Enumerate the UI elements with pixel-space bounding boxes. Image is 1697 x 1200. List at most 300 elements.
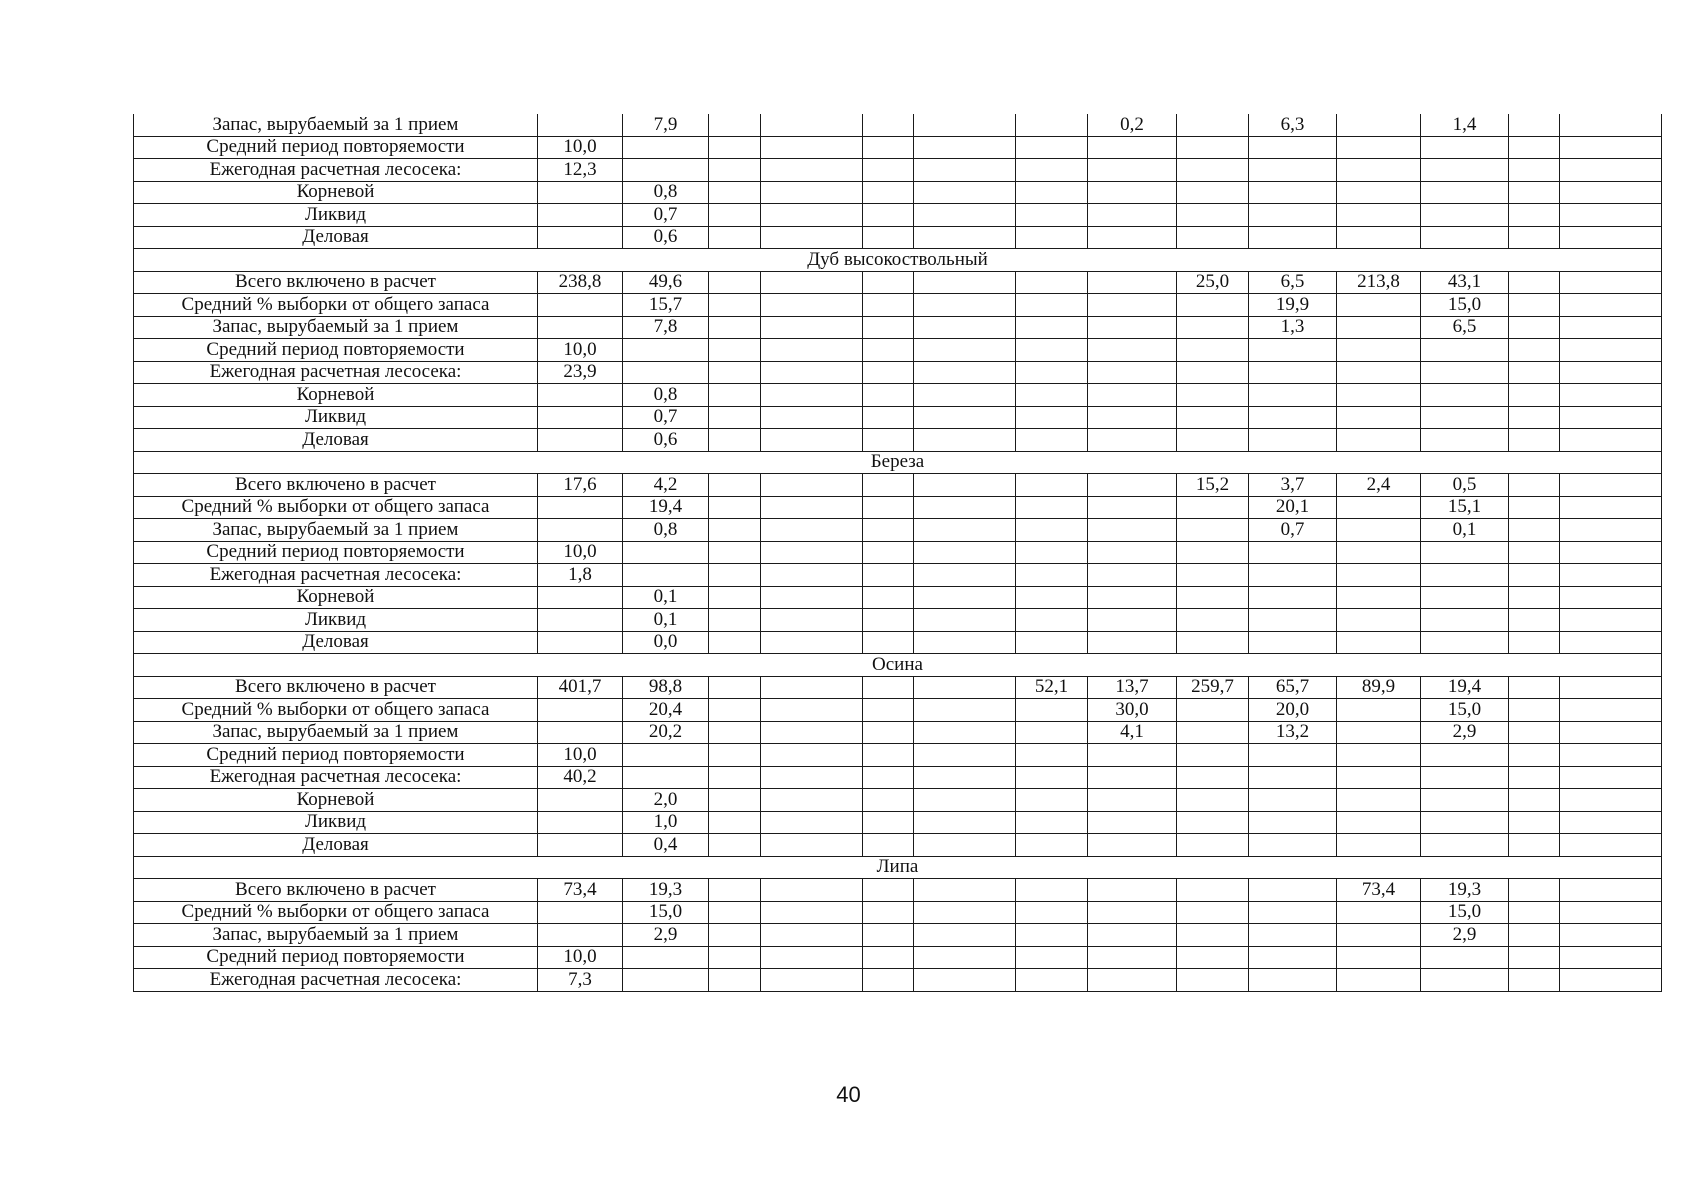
table-cell xyxy=(623,564,709,587)
table-cell xyxy=(1016,136,1088,159)
table-cell xyxy=(1421,204,1509,227)
table-cell xyxy=(1421,609,1509,632)
table-cell xyxy=(863,136,914,159)
table-row xyxy=(134,609,1662,632)
table-row xyxy=(134,744,1662,767)
table-row xyxy=(134,181,1662,204)
table-cell: 13,7 xyxy=(1088,676,1177,699)
table-cell xyxy=(538,204,623,227)
table-cell xyxy=(1337,609,1421,632)
table-cell: 2,9 xyxy=(1421,924,1509,947)
table-cell xyxy=(914,204,1016,227)
table-cell xyxy=(623,744,709,767)
table-cell xyxy=(1509,384,1560,407)
table-cell xyxy=(1177,384,1249,407)
table-cell xyxy=(863,519,914,542)
table-cell: 43,1 xyxy=(1421,271,1509,294)
table-cell: 0,8 xyxy=(623,181,709,204)
table-cell xyxy=(1509,609,1560,632)
table-cell xyxy=(914,924,1016,947)
table-cell xyxy=(914,631,1016,654)
table-cell xyxy=(761,969,863,992)
table-cell xyxy=(709,114,761,136)
table-cell xyxy=(709,159,761,182)
table-cell xyxy=(1088,631,1177,654)
table-cell xyxy=(1177,699,1249,722)
table-cell xyxy=(863,924,914,947)
table-cell xyxy=(1177,294,1249,317)
table-cell xyxy=(914,136,1016,159)
table-cell xyxy=(1088,294,1177,317)
page-number: 40 xyxy=(836,1082,861,1107)
table-cell xyxy=(1177,609,1249,632)
table-cell xyxy=(709,226,761,249)
table-cell xyxy=(863,406,914,429)
table-cell xyxy=(761,136,863,159)
table-cell xyxy=(538,789,623,812)
table-cell xyxy=(1509,789,1560,812)
table-cell xyxy=(1421,744,1509,767)
table-cell: 12,3 xyxy=(538,159,623,182)
row-label: Корневой xyxy=(134,586,538,609)
table-cell xyxy=(761,339,863,362)
table-cell xyxy=(1560,474,1662,497)
table-cell: 15,1 xyxy=(1421,496,1509,519)
table-row xyxy=(134,834,1662,857)
table-cell xyxy=(1337,519,1421,542)
table-cell xyxy=(538,924,623,947)
table-cell xyxy=(1016,631,1088,654)
table-cell xyxy=(1088,406,1177,429)
table-cell: 6,5 xyxy=(1421,316,1509,339)
table-cell xyxy=(1509,496,1560,519)
table-cell xyxy=(538,316,623,339)
table-cell xyxy=(761,361,863,384)
table-cell xyxy=(1560,699,1662,722)
table-cell xyxy=(863,609,914,632)
table-cell xyxy=(1421,541,1509,564)
table-cell xyxy=(1560,136,1662,159)
table-row xyxy=(134,384,1662,407)
table-cell xyxy=(1560,159,1662,182)
table-cell xyxy=(709,384,761,407)
table-cell: 1,4 xyxy=(1421,114,1509,136)
table-cell xyxy=(709,676,761,699)
table-cell xyxy=(1509,474,1560,497)
table-cell xyxy=(1337,429,1421,452)
table-row xyxy=(134,969,1662,992)
table-cell: 1,0 xyxy=(623,811,709,834)
table-cell xyxy=(1016,474,1088,497)
table-cell xyxy=(914,541,1016,564)
table-cell xyxy=(1509,519,1560,542)
table-cell xyxy=(863,901,914,924)
table-cell xyxy=(1177,744,1249,767)
row-label: Корневой xyxy=(134,181,538,204)
table-cell xyxy=(1337,114,1421,136)
table-cell xyxy=(709,564,761,587)
table-cell xyxy=(538,811,623,834)
row-label: Ликвид xyxy=(134,204,538,227)
table-cell xyxy=(709,204,761,227)
table-cell xyxy=(1249,406,1337,429)
table-cell xyxy=(1421,339,1509,362)
table-cell: 15,0 xyxy=(1421,901,1509,924)
table-cell xyxy=(1016,609,1088,632)
table-cell xyxy=(1560,384,1662,407)
table-cell xyxy=(863,586,914,609)
table-cell xyxy=(538,901,623,924)
table-cell xyxy=(1177,834,1249,857)
table-cell: 17,6 xyxy=(538,474,623,497)
table-cell xyxy=(1016,789,1088,812)
table-cell xyxy=(1088,226,1177,249)
row-label: Ежегодная расчетная лесосека: xyxy=(134,564,538,587)
table-cell: 10,0 xyxy=(538,744,623,767)
table-cell xyxy=(1016,721,1088,744)
row-label: Запас, вырубаемый за 1 прием xyxy=(134,924,538,947)
table-cell xyxy=(709,271,761,294)
table-cell xyxy=(623,159,709,182)
table-cell xyxy=(863,339,914,362)
table-cell xyxy=(863,316,914,339)
row-label: Деловая xyxy=(134,834,538,857)
table-cell xyxy=(863,969,914,992)
table-cell xyxy=(914,339,1016,362)
table-cell xyxy=(863,676,914,699)
table-cell: 0,8 xyxy=(623,384,709,407)
table-cell xyxy=(761,406,863,429)
table-cell xyxy=(1337,631,1421,654)
table-cell: 4,2 xyxy=(623,474,709,497)
table-cell xyxy=(863,631,914,654)
section-title: Осина xyxy=(134,654,1662,677)
table-cell xyxy=(1337,721,1421,744)
table-cell xyxy=(914,271,1016,294)
table-cell xyxy=(709,946,761,969)
table-row xyxy=(134,564,1662,587)
table-cell xyxy=(538,721,623,744)
table-cell xyxy=(538,586,623,609)
table-cell: 15,0 xyxy=(1421,699,1509,722)
table-cell xyxy=(1088,901,1177,924)
table-cell xyxy=(1249,631,1337,654)
table-cell: 15,0 xyxy=(623,901,709,924)
table-row xyxy=(134,811,1662,834)
table-cell: 0,6 xyxy=(623,226,709,249)
table-cell: 0,1 xyxy=(623,609,709,632)
section-header-row xyxy=(134,451,1662,474)
table-cell xyxy=(709,924,761,947)
table-row xyxy=(134,631,1662,654)
table-cell: 65,7 xyxy=(1249,676,1337,699)
table-cell xyxy=(709,541,761,564)
table-cell xyxy=(863,384,914,407)
row-label: Всего включено в расчет xyxy=(134,879,538,902)
table-cell xyxy=(863,204,914,227)
table-cell xyxy=(1088,834,1177,857)
table-cell xyxy=(1016,811,1088,834)
table-cell xyxy=(1560,339,1662,362)
table-cell xyxy=(1337,384,1421,407)
table-cell xyxy=(1560,969,1662,992)
table-cell xyxy=(1560,226,1662,249)
table-cell xyxy=(709,474,761,497)
table-cell xyxy=(623,766,709,789)
row-label: Ликвид xyxy=(134,811,538,834)
table-cell xyxy=(1421,766,1509,789)
table-cell: 20,2 xyxy=(623,721,709,744)
table-cell xyxy=(761,744,863,767)
table-cell xyxy=(1249,901,1337,924)
table-cell xyxy=(1509,564,1560,587)
table-cell xyxy=(1177,946,1249,969)
table-cell xyxy=(709,519,761,542)
table-cell xyxy=(1088,969,1177,992)
table-cell: 7,9 xyxy=(623,114,709,136)
table-cell xyxy=(914,811,1016,834)
table-cell xyxy=(1560,181,1662,204)
table-cell xyxy=(1509,924,1560,947)
table-cell xyxy=(761,316,863,339)
table-cell xyxy=(1509,316,1560,339)
table-cell xyxy=(1560,789,1662,812)
table-cell xyxy=(1016,114,1088,136)
table-cell: 0,2 xyxy=(1088,114,1177,136)
table-cell xyxy=(1509,541,1560,564)
table-cell: 19,4 xyxy=(623,496,709,519)
table-cell xyxy=(1177,924,1249,947)
table-cell xyxy=(914,609,1016,632)
table-cell xyxy=(863,114,914,136)
table-cell xyxy=(1337,294,1421,317)
table-cell: 0,1 xyxy=(623,586,709,609)
table-cell xyxy=(914,879,1016,902)
table-cell xyxy=(1560,361,1662,384)
section-title: Липа xyxy=(134,856,1662,879)
table-row xyxy=(134,316,1662,339)
table-cell xyxy=(1088,316,1177,339)
table-cell xyxy=(1016,429,1088,452)
table-cell xyxy=(1560,586,1662,609)
table-cell: 2,9 xyxy=(623,924,709,947)
table-cell xyxy=(538,181,623,204)
table-cell xyxy=(1088,766,1177,789)
table-cell xyxy=(1509,406,1560,429)
table-cell xyxy=(761,294,863,317)
table-cell xyxy=(1249,609,1337,632)
row-label: Средний % выборки от общего запаса xyxy=(134,699,538,722)
table-cell xyxy=(1088,204,1177,227)
table-cell xyxy=(1088,564,1177,587)
table-cell xyxy=(1509,811,1560,834)
table-cell xyxy=(914,226,1016,249)
table-row xyxy=(134,226,1662,249)
table-cell xyxy=(761,946,863,969)
table-cell xyxy=(1509,114,1560,136)
table-cell xyxy=(1088,586,1177,609)
table-cell xyxy=(1421,159,1509,182)
row-label: Средний период повторяемости xyxy=(134,946,538,969)
table-cell xyxy=(1421,564,1509,587)
table-cell: 1,3 xyxy=(1249,316,1337,339)
table-cell xyxy=(761,429,863,452)
table-row xyxy=(134,114,1662,136)
table-cell xyxy=(709,789,761,812)
row-label: Средний период повторяемости xyxy=(134,339,538,362)
table-cell xyxy=(1177,586,1249,609)
table-cell xyxy=(1560,541,1662,564)
table-cell xyxy=(709,631,761,654)
table-cell xyxy=(761,541,863,564)
table-cell xyxy=(1509,159,1560,182)
table-cell xyxy=(1016,946,1088,969)
table-cell: 19,9 xyxy=(1249,294,1337,317)
table-cell xyxy=(914,901,1016,924)
table-cell xyxy=(1177,159,1249,182)
table-cell xyxy=(1088,879,1177,902)
table-row xyxy=(134,699,1662,722)
table-cell: 98,8 xyxy=(623,676,709,699)
table-cell xyxy=(1421,946,1509,969)
table-cell xyxy=(863,271,914,294)
table-cell: 20,0 xyxy=(1249,699,1337,722)
row-label: Корневой xyxy=(134,384,538,407)
table-cell xyxy=(761,676,863,699)
table-cell xyxy=(1016,879,1088,902)
table-cell xyxy=(1560,879,1662,902)
table-cell xyxy=(1337,969,1421,992)
table-cell xyxy=(538,609,623,632)
table-cell xyxy=(1088,339,1177,362)
row-label: Корневой xyxy=(134,789,538,812)
table-cell xyxy=(1337,789,1421,812)
table-cell xyxy=(1177,811,1249,834)
section-title: Дуб высокоствольный xyxy=(134,249,1662,272)
table-cell: 15,2 xyxy=(1177,474,1249,497)
table-cell xyxy=(1016,924,1088,947)
table-cell xyxy=(1249,564,1337,587)
table-cell xyxy=(1016,766,1088,789)
table-cell xyxy=(538,406,623,429)
table-cell xyxy=(1177,339,1249,362)
table-cell: 25,0 xyxy=(1177,271,1249,294)
row-label: Средний период повторяемости xyxy=(134,744,538,767)
table-row xyxy=(134,496,1662,519)
table-cell xyxy=(1560,946,1662,969)
table-cell xyxy=(1421,136,1509,159)
table-cell xyxy=(1560,496,1662,519)
table-cell xyxy=(1337,136,1421,159)
table-cell xyxy=(709,294,761,317)
table-cell xyxy=(623,541,709,564)
table-cell xyxy=(1016,586,1088,609)
row-label: Деловая xyxy=(134,631,538,654)
table-cell xyxy=(863,946,914,969)
table-cell xyxy=(1560,811,1662,834)
table-cell xyxy=(1509,901,1560,924)
table-cell: 238,8 xyxy=(538,271,623,294)
table-cell xyxy=(1509,181,1560,204)
table-row xyxy=(134,294,1662,317)
table-cell xyxy=(1088,181,1177,204)
table-cell xyxy=(1249,226,1337,249)
table-cell xyxy=(1016,969,1088,992)
table-cell xyxy=(1337,204,1421,227)
table-cell xyxy=(709,879,761,902)
table-cell xyxy=(1016,384,1088,407)
table-cell xyxy=(709,766,761,789)
table-cell: 0,1 xyxy=(1421,519,1509,542)
table-cell xyxy=(1016,226,1088,249)
table-cell xyxy=(914,406,1016,429)
table-cell xyxy=(914,744,1016,767)
table-cell: 20,4 xyxy=(623,699,709,722)
table-cell xyxy=(1249,204,1337,227)
table-cell: 2,4 xyxy=(1337,474,1421,497)
table-cell xyxy=(1177,429,1249,452)
table-cell xyxy=(761,204,863,227)
table-cell xyxy=(863,721,914,744)
table-cell xyxy=(1560,834,1662,857)
table-cell xyxy=(761,114,863,136)
table-cell xyxy=(1177,721,1249,744)
table-cell xyxy=(1177,181,1249,204)
table-cell xyxy=(709,834,761,857)
table-cell xyxy=(761,564,863,587)
table-cell: 259,7 xyxy=(1177,676,1249,699)
table-cell xyxy=(1249,789,1337,812)
table-cell: 19,3 xyxy=(623,879,709,902)
table-row xyxy=(134,879,1662,902)
table-cell: 19,3 xyxy=(1421,879,1509,902)
table-cell xyxy=(761,879,863,902)
table-cell xyxy=(863,294,914,317)
table-cell xyxy=(863,361,914,384)
row-label: Средний период повторяемости xyxy=(134,541,538,564)
section-header-row xyxy=(134,249,1662,272)
table-cell xyxy=(761,766,863,789)
table-cell: 73,4 xyxy=(1337,879,1421,902)
table-cell xyxy=(761,226,863,249)
table-cell xyxy=(1016,699,1088,722)
table-cell xyxy=(761,496,863,519)
table-cell xyxy=(1088,924,1177,947)
table-cell xyxy=(1088,384,1177,407)
table-row xyxy=(134,519,1662,542)
section-header-row xyxy=(134,654,1662,677)
table-cell xyxy=(1249,766,1337,789)
table-cell xyxy=(1421,429,1509,452)
table-cell xyxy=(623,946,709,969)
table-cell xyxy=(538,496,623,519)
table-row xyxy=(134,924,1662,947)
table-cell xyxy=(1016,204,1088,227)
table-cell xyxy=(1177,136,1249,159)
table-cell xyxy=(863,541,914,564)
table-cell xyxy=(623,361,709,384)
table-cell xyxy=(709,496,761,519)
row-label: Ежегодная расчетная лесосека: xyxy=(134,361,538,384)
table-cell xyxy=(863,429,914,452)
table-cell xyxy=(863,496,914,519)
table-cell xyxy=(1249,384,1337,407)
table-row xyxy=(134,946,1662,969)
table-cell xyxy=(914,969,1016,992)
table-row xyxy=(134,901,1662,924)
table-cell xyxy=(1509,676,1560,699)
section-header-row xyxy=(134,856,1662,879)
